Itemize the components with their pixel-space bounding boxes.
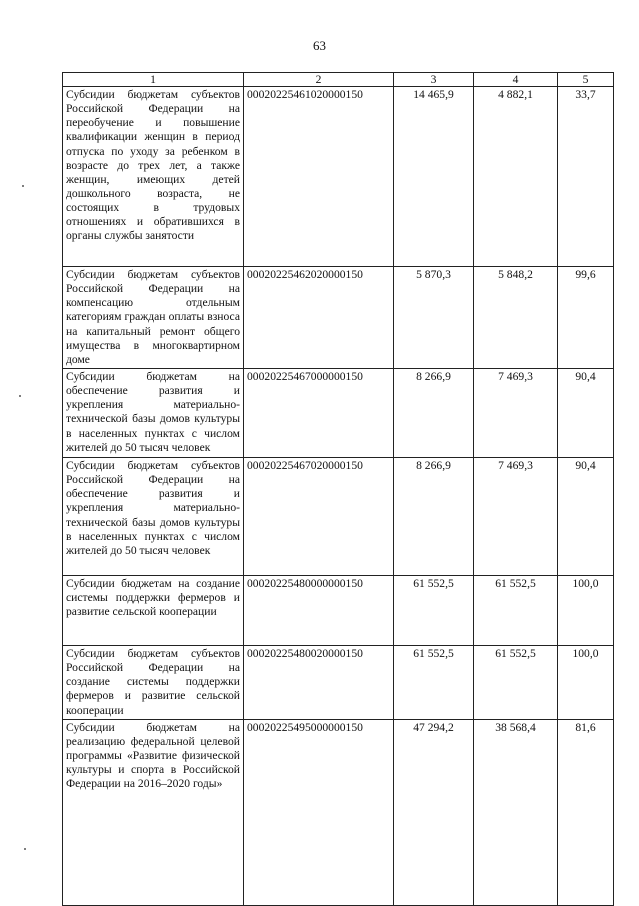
row-code: 00020225462020000150: [244, 267, 394, 369]
row-code: 00020225461020000150: [244, 87, 394, 267]
row-value-col5: 33,7: [558, 87, 614, 267]
row-value-col3: 61 552,5: [394, 575, 474, 645]
column-header-4: 4: [474, 73, 558, 87]
table-row: [63, 645, 614, 719]
row-value-col3: 5 870,3: [394, 267, 474, 369]
row-value-col5: 90,4: [558, 457, 614, 575]
table-row: [63, 575, 614, 645]
page-number: 63: [313, 38, 326, 53]
row-name: Субсидии бюджетам субъектов Российской Федерации на компенсацию отдельным категориям граждан оплаты взноса на капитальный ремонт общего имущества в многоквартирном доме: [63, 267, 244, 369]
table-row: [63, 719, 614, 905]
row-value-col3: 8 266,9: [394, 457, 474, 575]
budget-table: [62, 72, 614, 906]
row-value-col3: 14 465,9: [394, 87, 474, 267]
column-header-5: 5: [558, 73, 614, 87]
table-row: [63, 267, 614, 369]
row-value-col4: 7 469,3: [474, 457, 558, 575]
table-row: [63, 87, 614, 267]
row-value-col3: 47 294,2: [394, 719, 474, 905]
row-code: 00020225495000000150: [244, 719, 394, 905]
header-row: [63, 73, 614, 87]
row-name: Субсидии бюджетам на обеспечение развития и укрепления материально-технической базы домов культуры в населенных пунктах с числом жителей до 50 тысяч человек: [63, 368, 244, 457]
column-header-1: 1: [63, 73, 244, 87]
row-value-col5: 90,4: [558, 368, 614, 457]
row-value-col3: 61 552,5: [394, 645, 474, 719]
row-name: Субсидии бюджетам субъектов Российской Федерации на обеспечение развития и укрепления материально-технической базы домов культуры в населенных пунктах с числом жителей до 50 тысяч человек: [63, 457, 244, 575]
row-value-col4: 4 882,1: [474, 87, 558, 267]
column-header-3: 3: [394, 73, 474, 87]
row-value-col5: 100,0: [558, 645, 614, 719]
scan-speck: [24, 848, 26, 850]
row-value-col5: 100,0: [558, 575, 614, 645]
row-value-col4: 5 848,2: [474, 267, 558, 369]
scan-speck: [22, 185, 24, 187]
row-value-col5: 81,6: [558, 719, 614, 905]
scan-speck: [19, 395, 21, 397]
table-row: [63, 457, 614, 575]
column-header-2: 2: [244, 73, 394, 87]
row-value-col5: 99,6: [558, 267, 614, 369]
row-name: Субсидии бюджетам субъектов Российской Федерации на переобучение и повышение квалификации женщин в период отпуска по уходу за ребенком в возрасте до трех лет, а также женщин, имеющих детей дошкольного возраста, не состоящих в трудовых отношениях и обратившихся в органы службы занятости: [63, 87, 244, 267]
row-value-col4: 7 469,3: [474, 368, 558, 457]
row-value-col4: 38 568,4: [474, 719, 558, 905]
row-value-col3: 8 266,9: [394, 368, 474, 457]
row-value-col4: 61 552,5: [474, 645, 558, 719]
table-row: [63, 368, 614, 457]
row-name: Субсидии бюджетам на создание системы поддержки фермеров и развитие сельской кооперации: [63, 575, 244, 645]
row-code: 00020225480000000150: [244, 575, 394, 645]
row-code: 00020225467000000150: [244, 368, 394, 457]
row-value-col4: 61 552,5: [474, 575, 558, 645]
row-name: Субсидии бюджетам субъектов Российской Федерации на создание системы поддержки фермеров и развитие сельской кооперации: [63, 645, 244, 719]
row-code: 00020225467020000150: [244, 457, 394, 575]
row-code: 00020225480020000150: [244, 645, 394, 719]
row-name: Субсидии бюджетам на реализацию федеральной целевой программы «Развитие физической культуры и спорта в Российской Федерации на 2016–2020 годы»: [63, 719, 244, 905]
